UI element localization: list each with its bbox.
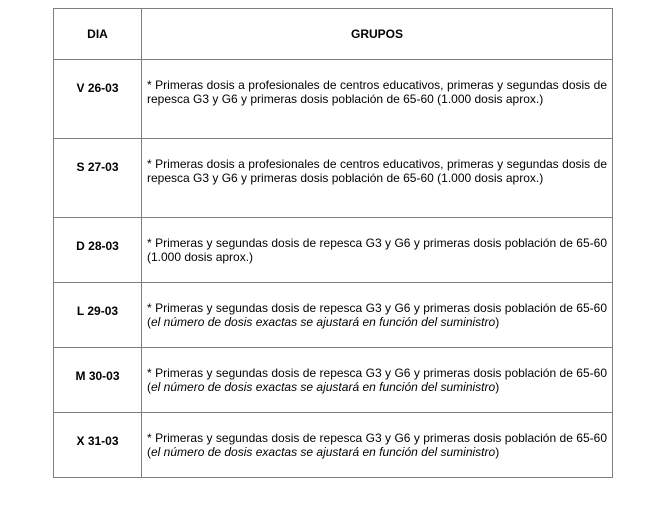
note-open-paren: ( xyxy=(147,445,151,459)
row-groups xyxy=(142,348,613,413)
row-day: V 26-03 xyxy=(54,60,142,139)
header-row xyxy=(54,9,613,60)
row-day: S 27-03 xyxy=(54,139,142,218)
row-groups xyxy=(142,413,613,478)
table-row xyxy=(54,413,613,478)
row-groups xyxy=(142,60,613,139)
vaccination-schedule-table xyxy=(53,8,613,478)
row-day: M 30-03 xyxy=(54,348,142,413)
row-day: X 31-03 xyxy=(54,413,142,478)
table-row xyxy=(54,60,613,139)
header-dia: DIA xyxy=(54,9,142,60)
row-groups xyxy=(142,139,613,218)
supply-note: el número de dosis exactas se ajustará en función del suministro xyxy=(151,315,496,329)
note-open-paren: ( xyxy=(147,315,151,329)
row-day: L 29-03 xyxy=(54,283,142,348)
row-groups-text: * Primeras y segundas dosis de repesca G3 y G6 y primeras dosis población de 65-60 xyxy=(147,301,607,315)
table-row xyxy=(54,139,613,218)
row-day: D 28-03 xyxy=(54,218,142,283)
table-row xyxy=(54,283,613,348)
table-row xyxy=(54,218,613,283)
supply-note: el número de dosis exactas se ajustará en función del suministro xyxy=(151,380,496,394)
note-close-paren: ) xyxy=(495,445,500,459)
supply-note: el número de dosis exactas se ajustará en función del suministro xyxy=(151,445,496,459)
row-groups-text: * Primeras dosis a profesionales de centros educativos, primeras y segundas dosis de repesca G3 y G6 y primeras dosis población de 65-60 (1.000 dosis aprox.) xyxy=(147,157,607,185)
note-open-paren: ( xyxy=(147,380,151,394)
header-grupos: GRUPOS xyxy=(142,9,613,60)
row-groups-text: * Primeras y segundas dosis de repesca G3 y G6 y primeras dosis población de 65-60 xyxy=(147,431,607,445)
note-close-paren: ) xyxy=(495,315,500,329)
row-groups-text: * Primeras dosis a profesionales de centros educativos, primeras y segundas dosis de repesca G3 y G6 y primeras dosis población de 65-60 (1.000 dosis aprox.) xyxy=(147,78,607,106)
row-groups-text: * Primeras y segundas dosis de repesca G3 y G6 y primeras dosis población de 65-60 (1.000 dosis aprox.) xyxy=(147,236,607,264)
row-groups xyxy=(142,283,613,348)
row-groups xyxy=(142,218,613,283)
table-row xyxy=(54,348,613,413)
note-close-paren: ) xyxy=(495,380,500,394)
row-groups-text: * Primeras y segundas dosis de repesca G3 y G6 y primeras dosis población de 65-60 xyxy=(147,366,607,380)
